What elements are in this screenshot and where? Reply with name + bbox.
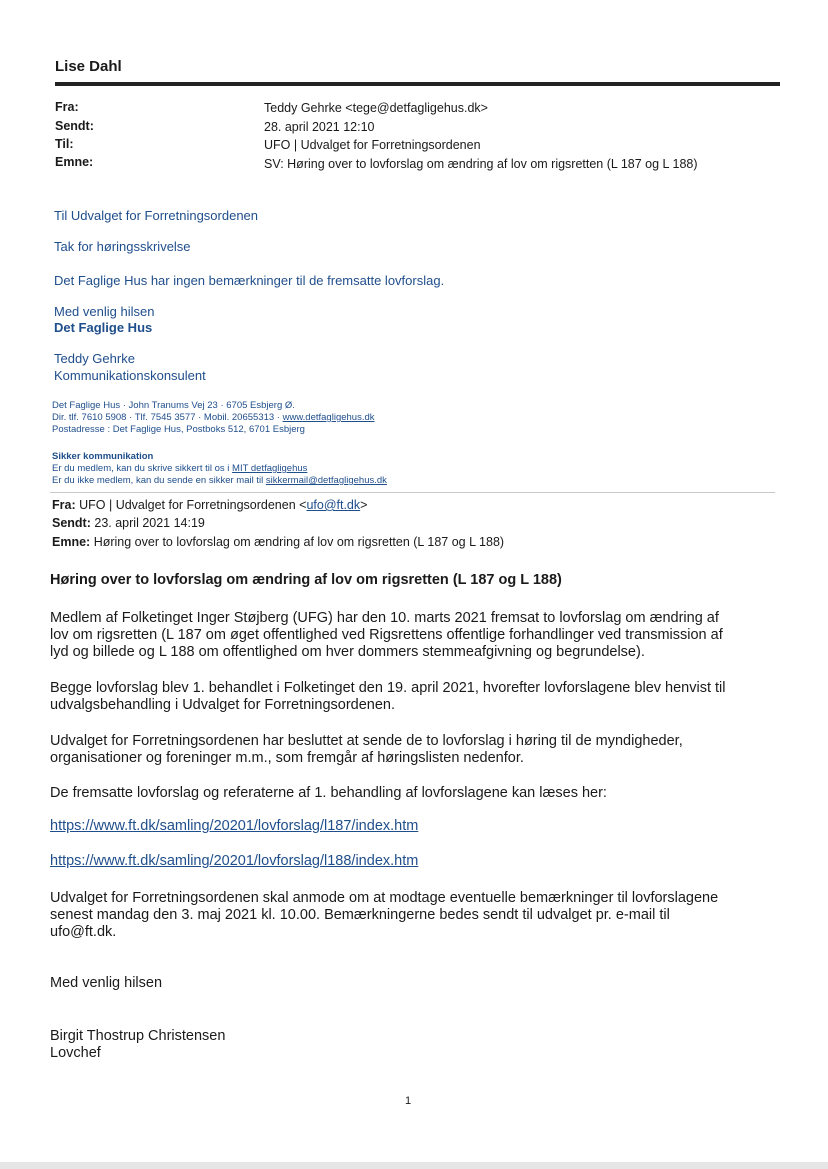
- from-value: Teddy Gehrke <tege@detfagligehus.dk>: [264, 101, 488, 115]
- link-l188-row: [50, 853, 770, 870]
- fwd-subject-value: Høring over to lovforslag om ændring af lov om rigsretten (L 187 og L 188): [93, 535, 505, 549]
- phone-numbers: Dir. tlf. 7610 5908 · Tlf. 7545 3577 · Mobil. 20655313 ·: [52, 412, 283, 423]
- signature-address: [52, 400, 512, 436]
- reply-title: Kommunikationskonsulent: [54, 368, 206, 383]
- sender-name: Lise Dahl: [55, 58, 122, 75]
- subject-label: Emne:: [55, 155, 94, 169]
- secure-line-2: [52, 475, 512, 487]
- reply-closing: Med venlig hilsen: [54, 304, 155, 319]
- reply-name: Teddy Gehrke: [54, 351, 135, 366]
- letter-closing: Med venlig hilsen: [50, 975, 163, 991]
- paragraph-2-line-1: Begge lovforslag blev 1. behandlet i Folketinget den 19. april 2021, hvorefter lovforslagene blev henvist til: [50, 680, 726, 696]
- reply-line-1: Tak for høringsskrivelse: [54, 239, 191, 254]
- signer-title: Lovchef: [50, 1045, 101, 1061]
- header-divider: [55, 82, 780, 86]
- address-line-2: [52, 412, 512, 424]
- sikkermail-link[interactable]: sikkermail@detfagligehus.dk: [265, 475, 387, 486]
- fwd-from-suffix: >: [360, 498, 368, 512]
- link-l188[interactable]: https://www.ft.dk/samling/20201/lovforslag/l188/index.htm: [50, 853, 419, 869]
- link-l187[interactable]: https://www.ft.dk/samling/20201/lovforslag/l187/index.htm: [50, 818, 419, 834]
- to-value: UFO | Udvalget for Forretningsordenen: [264, 138, 481, 152]
- fwd-sent: [52, 516, 205, 530]
- fwd-sent-label: Sendt:: [52, 516, 91, 530]
- page-number: 1: [405, 1095, 412, 1107]
- reply-greeting: Til Udvalget for Forretningsordenen: [54, 208, 259, 223]
- secure-communication: [52, 451, 512, 487]
- link-l187-row: [50, 818, 770, 835]
- paragraph-5-line-2: senest mandag den 3. maj 2021 kl. 10.00. Bemærkningerne bedes sendt til udvalget pr. e-mail til: [50, 907, 670, 923]
- paragraph-4: De fremsatte lovforslag og referaterne af 1. behandling af lovforslagene kan læses her:: [50, 785, 607, 801]
- scan-bottom-edge: [0, 1162, 828, 1169]
- sent-label: Sendt:: [55, 119, 94, 133]
- reply-line-2: Det Faglige Hus har ingen bemærkninger til de fremsatte lovforslag.: [54, 273, 445, 288]
- from-label: Fra:: [55, 100, 79, 114]
- mit-detfagligehus-link[interactable]: MIT detfagligehus: [232, 463, 308, 474]
- paragraph-3-line-1: Udvalget for Forretningsordenen har besluttet at sende de to lovforslag i høring til de myndigheder,: [50, 733, 683, 749]
- secure-heading: Sikker kommunikation: [52, 451, 154, 462]
- paragraph-1-line-2: lov om rigsretten (L 187 om øget offentlighed ved Rigsrettens offentlige forhandlinger ved transmission af: [50, 627, 723, 643]
- fwd-sent-value: 23. april 2021 14:19: [94, 516, 205, 530]
- paragraph-1-line-3: lyd og billede og L 188 om offentlighed om hver dommers stemmeafgivning og begrundelse).: [50, 644, 645, 660]
- website-link[interactable]: www.detfagligehus.dk: [282, 412, 375, 423]
- fwd-from: [52, 498, 367, 512]
- paragraph-2: [50, 680, 770, 714]
- letter-heading: Høring over to lovforslag om ændring af lov om rigsretten (L 187 og L 188): [50, 572, 562, 588]
- signer-name: Birgit Thostrup Christensen: [50, 1028, 226, 1044]
- secure-line-1: [52, 463, 512, 475]
- paragraph-5-line-3: ufo@ft.dk.: [50, 924, 117, 940]
- fwd-from-value: UFO | Udvalget for Forretningsordenen <: [79, 498, 307, 512]
- paragraph-5: [50, 890, 770, 941]
- fwd-subject: [52, 535, 504, 549]
- sent-value: 28. april 2021 12:10: [264, 120, 375, 134]
- forward-divider: [50, 492, 775, 493]
- paragraph-1-line-1: Medlem af Folketinget Inger Støjberg (UFG) har den 10. marts 2021 fremsat to lovforslag om ændring af: [50, 610, 719, 626]
- subject-value: SV: Høring over to lovforslag om ændring af lov om rigsretten (L 187 og L 188): [264, 157, 698, 171]
- fwd-subject-label: Emne:: [52, 535, 91, 549]
- address-line-1: Det Faglige Hus · John Tranums Vej 23 · 6705 Esbjerg Ø.: [52, 400, 295, 411]
- paragraph-2-line-2: udvalgsbehandling i Udvalget for Forretningsordenen.: [50, 697, 395, 713]
- to-label: Til:: [55, 137, 74, 151]
- reply-org: Det Faglige Hus: [54, 320, 153, 335]
- address-line-3: Postadresse : Det Faglige Hus, Postboks 512, 6701 Esbjerg: [52, 424, 305, 435]
- paragraph-1: [50, 610, 770, 661]
- paragraph-3-line-2: organisationer og foreninger m.m., som fremgår af høringslisten nedenfor.: [50, 750, 524, 766]
- secure-line-2-text: Er du ikke medlem, kan du sende en sikker mail til: [52, 475, 266, 486]
- fwd-from-email-link[interactable]: ufo@ft.dk: [306, 498, 361, 512]
- paragraph-5-line-1: Udvalget for Forretningsordenen skal anmode om at modtage eventuelle bemærkninger til lovforslagene: [50, 890, 719, 906]
- paragraph-3: [50, 733, 770, 767]
- secure-line-1-text: Er du medlem, kan du skrive sikkert til os i: [52, 463, 233, 474]
- fwd-from-label: Fra:: [52, 498, 76, 512]
